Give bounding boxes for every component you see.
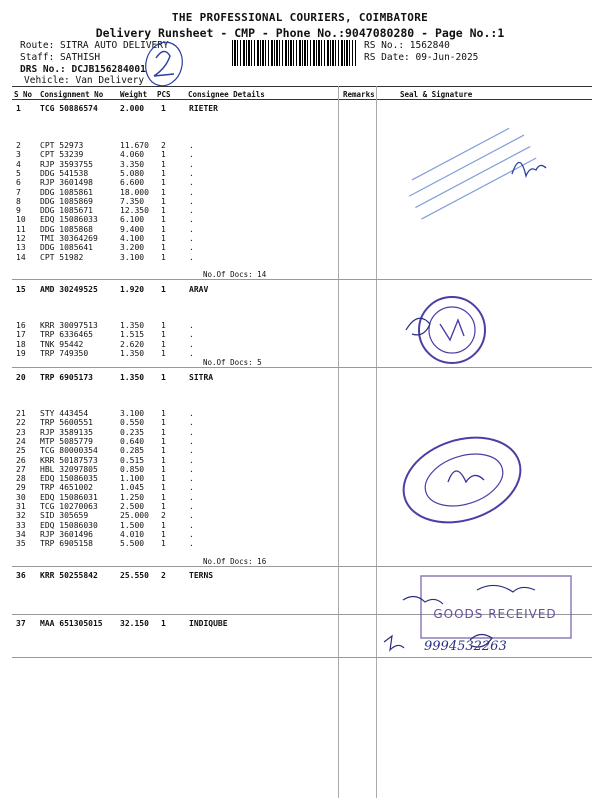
cell-pcs: 2 <box>161 571 166 580</box>
cell-pcs: 1 <box>161 520 166 530</box>
cell-sno: 26 <box>16 455 26 465</box>
col-remarks: Remarks <box>343 90 375 99</box>
cell-sno: 10 <box>16 215 26 225</box>
page-subtitle: Delivery Runsheet - CMP - Phone No.:9047080280 - Page No.:1 <box>95 26 505 40</box>
cell-det: . <box>189 141 194 150</box>
cell-pcs: 1 <box>161 339 166 349</box>
cell-wt: 1.250 <box>120 492 145 502</box>
cell-wt: 12.350 <box>120 206 149 216</box>
cell-det: . <box>189 330 194 340</box>
cell-sno: 24 <box>16 436 26 446</box>
cell-cons: EDQ 15086033 <box>40 215 98 225</box>
route-label: Route: SITRA AUTO DELIVERY <box>20 40 169 51</box>
cell-sno: 27 <box>16 464 26 474</box>
cell-wt: 1.920 <box>120 285 145 294</box>
cell-sno: 35 <box>16 539 26 549</box>
cell-det: . <box>189 427 194 437</box>
cell-wt: 25.000 <box>120 511 149 521</box>
handwritten-mark <box>142 38 188 90</box>
cell-pcs: 1 <box>161 418 166 428</box>
cell-sno: 34 <box>16 529 26 539</box>
col-weight: Weight <box>120 90 148 99</box>
staff-label: Staff: SATHISH <box>20 52 101 63</box>
group-divider <box>12 279 592 280</box>
page-title: THE PROFESSIONAL COURIERS, COIMBATORE <box>171 11 429 24</box>
cell-sno: 1 <box>16 104 21 113</box>
cell-det: . <box>189 168 194 178</box>
cell-sno: 13 <box>16 243 26 253</box>
cell-cons: KRR 50187573 <box>40 455 98 465</box>
cell-det: . <box>189 234 194 243</box>
cell-cons: RJP 3593755 <box>40 159 93 169</box>
cell-cons: TRP 749350 <box>40 348 89 358</box>
cell-pcs: 1 <box>161 168 166 178</box>
cell-wt: 4.060 <box>120 150 145 160</box>
cell-wt: 2.500 <box>120 502 145 511</box>
cell-wt: 0.515 <box>120 455 145 465</box>
cell-pcs: 1 <box>161 427 166 437</box>
cell-sno: 31 <box>16 502 26 511</box>
cell-sno: 11 <box>16 224 26 234</box>
cell-cons: EDQ 15086031 <box>40 492 98 502</box>
cell-sno: 5 <box>16 168 21 178</box>
cell-pcs: 1 <box>161 529 166 539</box>
cell-wt: 1.515 <box>120 330 145 340</box>
cell-sno: 7 <box>16 187 21 197</box>
cell-cons: DDG 541538 <box>40 168 89 178</box>
cell-det: . <box>189 252 194 262</box>
cell-sno: 36 <box>16 571 26 580</box>
cell-wt: 4.010 <box>120 529 145 539</box>
cell-sno: 29 <box>16 483 26 493</box>
arav-stamp <box>400 290 500 370</box>
cell-pcs: 2 <box>161 141 166 150</box>
cell-sno: 2 <box>16 141 21 150</box>
cell-pcs: 1 <box>161 474 166 484</box>
cell-sno: 30 <box>16 492 26 502</box>
cell-sno: 16 <box>16 321 26 330</box>
cell-wt: 32.150 <box>120 619 149 628</box>
cell-det: . <box>189 502 194 511</box>
cell-det: . <box>189 178 194 188</box>
cell-wt: 0.550 <box>120 418 145 428</box>
cell-det: . <box>189 339 194 349</box>
cell-det: . <box>189 511 194 521</box>
cell-pcs: 1 <box>161 321 166 330</box>
handwritten-phone: 9994532263 <box>424 639 507 654</box>
cell-det: . <box>189 409 194 418</box>
cell-wt: 1.350 <box>120 348 145 358</box>
cell-cons: MAA 651305015 <box>40 619 103 628</box>
cell-sno: 8 <box>16 196 21 206</box>
col-sno: S No <box>14 90 33 99</box>
cell-pcs: 1 <box>161 464 166 474</box>
rieter-stamp <box>384 110 554 230</box>
cell-det: . <box>189 224 194 234</box>
cell-wt: 6.600 <box>120 178 145 188</box>
cell-pcs: 1 <box>161 373 166 382</box>
cell-det: . <box>189 206 194 216</box>
cell-sno: 4 <box>16 159 21 169</box>
cell-sno: 14 <box>16 252 26 262</box>
cell-cons: TRP 6905158 <box>40 539 93 549</box>
cell-wt: 18.000 <box>120 187 149 197</box>
cell-det: TERNS <box>189 571 214 580</box>
cell-det: . <box>189 215 194 225</box>
cell-cons: CPT 53239 <box>40 150 84 160</box>
cell-wt: 4.100 <box>120 234 145 243</box>
cell-cons: TMI 30364269 <box>40 234 98 243</box>
cell-det: . <box>189 464 194 474</box>
drs-number: DRS No.: DCJB156284001 <box>20 64 146 75</box>
cell-wt: 1.350 <box>120 373 145 382</box>
cell-wt: 0.235 <box>120 427 145 437</box>
cell-cons: TRP 6336465 <box>40 330 93 340</box>
cell-pcs: 1 <box>161 409 166 418</box>
doc-count: No.Of Docs: 14 <box>203 270 267 279</box>
cell-det: . <box>189 474 194 484</box>
cell-pcs: 1 <box>161 619 166 628</box>
cell-cons: TRP 5600551 <box>40 418 93 428</box>
cell-pcs: 1 <box>161 446 166 456</box>
cell-sno: 32 <box>16 511 26 521</box>
cell-wt: 0.640 <box>120 436 145 446</box>
cell-pcs: 1 <box>161 215 166 225</box>
cell-det: ARAV <box>189 285 209 294</box>
cell-wt: 25.550 <box>120 571 149 580</box>
goods-received-text: GOODS RECEIVED <box>433 607 557 621</box>
cell-cons: CPT 52973 <box>40 141 84 150</box>
cell-cons: RJP 3589135 <box>40 427 93 437</box>
cell-pcs: 1 <box>161 187 166 197</box>
cell-wt: 5.080 <box>120 168 145 178</box>
col-seal: Seal & Signature <box>400 90 473 99</box>
cell-det: . <box>189 483 194 493</box>
group-divider <box>12 566 592 567</box>
cell-cons: DDG 1085861 <box>40 187 93 197</box>
research-stamp <box>392 430 532 530</box>
cell-wt: 1.500 <box>120 520 145 530</box>
seal-divider <box>376 86 377 798</box>
cell-wt: 3.100 <box>120 252 145 262</box>
cell-wt: 3.100 <box>120 409 145 418</box>
cell-pcs: 1 <box>161 492 166 502</box>
cell-pcs: 1 <box>161 243 166 253</box>
cell-cons: TRP 6905173 <box>40 373 93 382</box>
cell-pcs: 1 <box>161 330 166 340</box>
cell-wt: 2.000 <box>120 104 145 113</box>
cell-det: INDIQUBE <box>189 619 228 628</box>
cell-cons: TNK 95442 <box>40 339 84 349</box>
cell-sno: 25 <box>16 446 26 456</box>
cell-wt: 9.400 <box>120 224 145 234</box>
cell-wt: 3.350 <box>120 159 145 169</box>
cell-cons: MTP 5085779 <box>40 436 93 446</box>
cell-cons: CPT 51982 <box>40 252 84 262</box>
cell-det: . <box>189 150 194 160</box>
cell-wt: 2.620 <box>120 339 145 349</box>
cell-pcs: 1 <box>161 436 166 446</box>
col-pcs: PCS <box>157 90 171 99</box>
cell-pcs: 1 <box>161 539 166 549</box>
cell-cons: EDQ 15086030 <box>40 520 98 530</box>
cell-pcs: 1 <box>161 348 166 358</box>
cell-det: . <box>189 348 194 358</box>
cell-cons: DDG 1085869 <box>40 196 93 206</box>
cell-det: . <box>189 187 194 197</box>
doc-count: No.Of Docs: 16 <box>203 557 267 566</box>
cell-cons: RJP 3601496 <box>40 529 93 539</box>
cell-wt: 5.500 <box>120 539 145 549</box>
col-consignee: Consignee Details <box>188 90 265 99</box>
cell-pcs: 1 <box>161 285 166 294</box>
cell-sno: 28 <box>16 474 26 484</box>
cell-pcs: 1 <box>161 224 166 234</box>
cell-sno: 23 <box>16 427 26 437</box>
cell-wt: 1.100 <box>120 474 145 484</box>
cell-wt: 6.100 <box>120 215 145 225</box>
cell-sno: 9 <box>16 206 21 216</box>
cell-sno: 22 <box>16 418 26 428</box>
cell-det: . <box>189 455 194 465</box>
cell-cons: DDG 1085671 <box>40 206 93 216</box>
cell-cons: HBL 32097805 <box>40 464 98 474</box>
cell-pcs: 2 <box>161 511 166 521</box>
cell-sno: 17 <box>16 330 26 340</box>
cell-pcs: 1 <box>161 178 166 188</box>
cell-det: . <box>189 159 194 169</box>
cell-cons: RJP 3601498 <box>40 178 93 188</box>
cell-wt: 3.200 <box>120 243 145 253</box>
cell-det: . <box>189 492 194 502</box>
cell-cons: EDQ 15086035 <box>40 474 98 484</box>
col-consignment: Consignment No <box>40 90 104 99</box>
cell-pcs: 1 <box>161 196 166 206</box>
cell-cons: TCG 80000354 <box>40 446 98 456</box>
cell-wt: 7.350 <box>120 196 145 206</box>
cell-cons: KRR 50255842 <box>40 571 98 580</box>
cell-det: . <box>189 196 194 206</box>
cell-det: . <box>189 436 194 446</box>
vehicle-label: Vehicle: Van Delivery <box>24 75 145 86</box>
cell-det: . <box>189 539 194 549</box>
cell-sno: 20 <box>16 373 26 382</box>
cell-wt: 11.670 <box>120 141 149 150</box>
cell-sno: 12 <box>16 234 26 243</box>
doc-count: No.Of Docs: 5 <box>203 358 262 367</box>
cell-cons: TCG 10270063 <box>40 502 98 511</box>
cell-pcs: 1 <box>161 206 166 216</box>
cell-pcs: 1 <box>161 502 166 511</box>
cell-sno: 18 <box>16 339 26 349</box>
cell-det: SITRA <box>189 373 214 382</box>
cell-sno: 19 <box>16 348 26 358</box>
cell-sno: 3 <box>16 150 21 160</box>
cell-sno: 21 <box>16 409 26 418</box>
cell-cons: TRP 4651002 <box>40 483 93 493</box>
cell-wt: 1.045 <box>120 483 145 493</box>
cell-pcs: 1 <box>161 483 166 493</box>
group-divider <box>12 367 592 368</box>
cell-cons: SID 305659 <box>40 511 89 521</box>
cell-sno: 33 <box>16 520 26 530</box>
cell-pcs: 1 <box>161 104 166 113</box>
cell-sno: 15 <box>16 285 26 294</box>
cell-det: . <box>189 418 194 428</box>
cell-cons: DDG 1085641 <box>40 243 93 253</box>
cell-sno: 6 <box>16 178 21 188</box>
cell-wt: 0.285 <box>120 446 145 456</box>
cell-cons: DDG 1085868 <box>40 224 93 234</box>
cell-cons: STY 443454 <box>40 409 89 418</box>
cell-cons: AMD 30249525 <box>40 285 98 294</box>
barcode <box>232 40 356 66</box>
cell-det: . <box>189 446 194 456</box>
remarks-divider <box>338 86 339 798</box>
rs-number: RS No.: 1562840 <box>364 40 450 51</box>
cell-wt: 1.350 <box>120 321 145 330</box>
cell-cons: KRR 30097513 <box>40 321 98 330</box>
cell-cons: TCG 50886574 <box>40 104 98 113</box>
cell-wt: 0.850 <box>120 464 145 474</box>
cell-det: RIETER <box>189 104 218 113</box>
cell-sno: 37 <box>16 619 26 628</box>
cell-pcs: 1 <box>161 159 166 169</box>
cell-pcs: 1 <box>161 455 166 465</box>
cell-pcs: 1 <box>161 150 166 160</box>
cell-det: . <box>189 520 194 530</box>
cell-pcs: 1 <box>161 252 166 262</box>
rs-date: RS Date: 09-Jun-2025 <box>364 52 479 63</box>
cell-det: . <box>189 321 194 330</box>
cell-det: . <box>189 243 194 253</box>
cell-det: . <box>189 529 194 539</box>
cell-pcs: 1 <box>161 234 166 243</box>
